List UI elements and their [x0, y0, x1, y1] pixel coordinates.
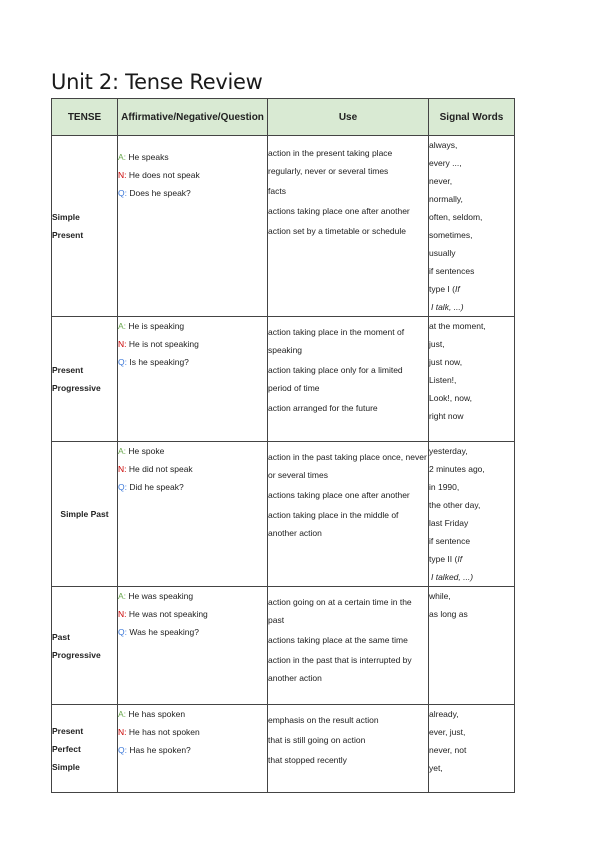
tense-cell — [52, 587, 118, 705]
signal-words-cell — [429, 587, 515, 705]
question-example: Q: Does he speak? — [118, 188, 191, 198]
tense-name-line: Present — [52, 230, 84, 240]
signal-word: if sentences — [429, 266, 475, 276]
use-item: action set by a timetable or schedule — [268, 226, 406, 236]
tense-cell — [52, 705, 118, 793]
signal-word: Look!, now, — [429, 393, 473, 403]
header-use: Use — [268, 99, 429, 136]
tense-table — [51, 98, 515, 793]
use-cell — [268, 587, 429, 705]
use-item: action taking place in the middle of another action — [268, 510, 399, 538]
tense-cell — [52, 317, 118, 442]
tense-name-line: Perfect — [52, 743, 81, 754]
use-item: actions taking place one after another — [268, 490, 410, 500]
question-example: Q: Did he speak? — [118, 482, 184, 492]
signal-word: usually — [429, 248, 456, 258]
use-item: action arranged for the future — [268, 403, 378, 413]
use-item: action taking place in the moment of speaking — [268, 327, 405, 355]
signal-word: already, — [429, 709, 459, 719]
signal-word: always, — [429, 140, 458, 150]
signal-word: often, seldom, — [429, 212, 483, 222]
signal-word: right now — [429, 411, 464, 421]
signal-word: 2 minutes ago, — [429, 464, 485, 474]
table-row — [52, 587, 515, 705]
forms-cell — [118, 442, 268, 587]
forms-cell — [118, 705, 268, 793]
tense-name-line: Past — [52, 631, 70, 642]
question-example: Q: Has he spoken? — [118, 745, 191, 755]
signal-word: I talk, ...) — [431, 302, 464, 312]
signal-word: never, — [429, 176, 453, 186]
signal-words-cell — [429, 317, 515, 442]
question-example: Q: Was he speaking? — [118, 627, 199, 637]
header-row — [52, 99, 515, 136]
signal-words-cell — [429, 705, 515, 793]
use-cell — [268, 705, 429, 793]
use-item: action going on at a certain time in the past — [268, 597, 412, 625]
tense-name-line: Simple Past — [60, 509, 109, 519]
table-row — [52, 705, 515, 793]
question-example: Q: Is he speaking? — [118, 357, 189, 367]
use-item: that stopped recently — [268, 755, 347, 765]
use-cell — [268, 136, 429, 317]
header-signal-words: Signal Words — [429, 99, 515, 136]
signal-word: just now, — [429, 357, 463, 367]
signal-word: the other day, — [429, 500, 481, 510]
header-tense: TENSE — [52, 99, 118, 136]
use-item: action in the past that is interrupted by another action — [268, 655, 412, 683]
tense-cell — [52, 136, 118, 317]
tense-name-line: Present — [52, 725, 84, 736]
signal-word: sometimes, — [429, 230, 473, 240]
affirmative-example: A: He has spoken — [118, 709, 186, 719]
negative-example: N: He did not speak — [118, 464, 193, 474]
page-title: Unit 2: Tense Review — [51, 70, 263, 94]
signal-word: yet, — [429, 763, 443, 773]
tense-name-line: Progressive — [52, 649, 101, 660]
use-item: action taking place only for a limited period of time — [268, 365, 403, 393]
signal-word: yesterday, — [429, 446, 468, 456]
tense-name-line: Simple — [52, 761, 80, 772]
signal-word: as long as — [429, 609, 468, 619]
signal-word: Listen!, — [429, 375, 457, 385]
forms-cell — [118, 317, 268, 442]
tense-name-line: Progressive — [52, 383, 101, 393]
signal-word: every ..., — [429, 158, 462, 168]
signal-word: if sentence — [429, 536, 471, 546]
use-item: facts — [268, 186, 286, 196]
signal-word: at the moment, — [429, 321, 486, 331]
tense-name-line: Present — [52, 365, 84, 375]
signal-words-cell — [429, 442, 515, 587]
signal-word: in 1990, — [429, 482, 460, 492]
negative-example: N: He has not spoken — [118, 727, 200, 737]
affirmative-example: A: He spoke — [118, 446, 165, 456]
forms-cell — [118, 587, 268, 705]
negative-example: N: He was not speaking — [118, 609, 208, 619]
use-cell — [268, 442, 429, 587]
tense-name-line: Simple — [52, 212, 80, 222]
use-item: emphasis on the result action — [268, 715, 379, 725]
signal-word: ever, just, — [429, 727, 466, 737]
table-row — [52, 317, 515, 442]
table-row — [52, 442, 515, 587]
use-item: action in the present taking place regularly, never or several times — [268, 148, 393, 176]
use-item: action in the past taking place once, never or several times — [268, 452, 427, 480]
signal-word: last Friday — [429, 518, 469, 528]
signal-word: while, — [429, 591, 451, 601]
negative-example: N: He is not speaking — [118, 339, 199, 349]
affirmative-example: A: He was speaking — [118, 591, 194, 601]
table-row — [52, 136, 515, 317]
use-cell — [268, 317, 429, 442]
signal-word: type II (If — [429, 554, 463, 564]
affirmative-example: A: He is speaking — [118, 321, 185, 331]
negative-example: N: He does not speak — [118, 170, 200, 180]
header-forms: Affirmative/Negative/Question — [118, 99, 268, 136]
forms-cell — [118, 136, 268, 317]
use-item: actions taking place at the same time — [268, 635, 408, 645]
tense-cell — [52, 442, 118, 587]
signal-words-cell — [429, 136, 515, 317]
signal-word: type I (If — [429, 284, 460, 294]
use-item: that is still going on action — [268, 735, 366, 745]
signal-word: just, — [429, 339, 445, 349]
affirmative-example: A: He speaks — [118, 152, 169, 162]
signal-word: never, not — [429, 745, 467, 755]
signal-word: normally, — [429, 194, 463, 204]
signal-word: I talked, ...) — [431, 572, 474, 582]
use-item: actions taking place one after another — [268, 206, 410, 216]
